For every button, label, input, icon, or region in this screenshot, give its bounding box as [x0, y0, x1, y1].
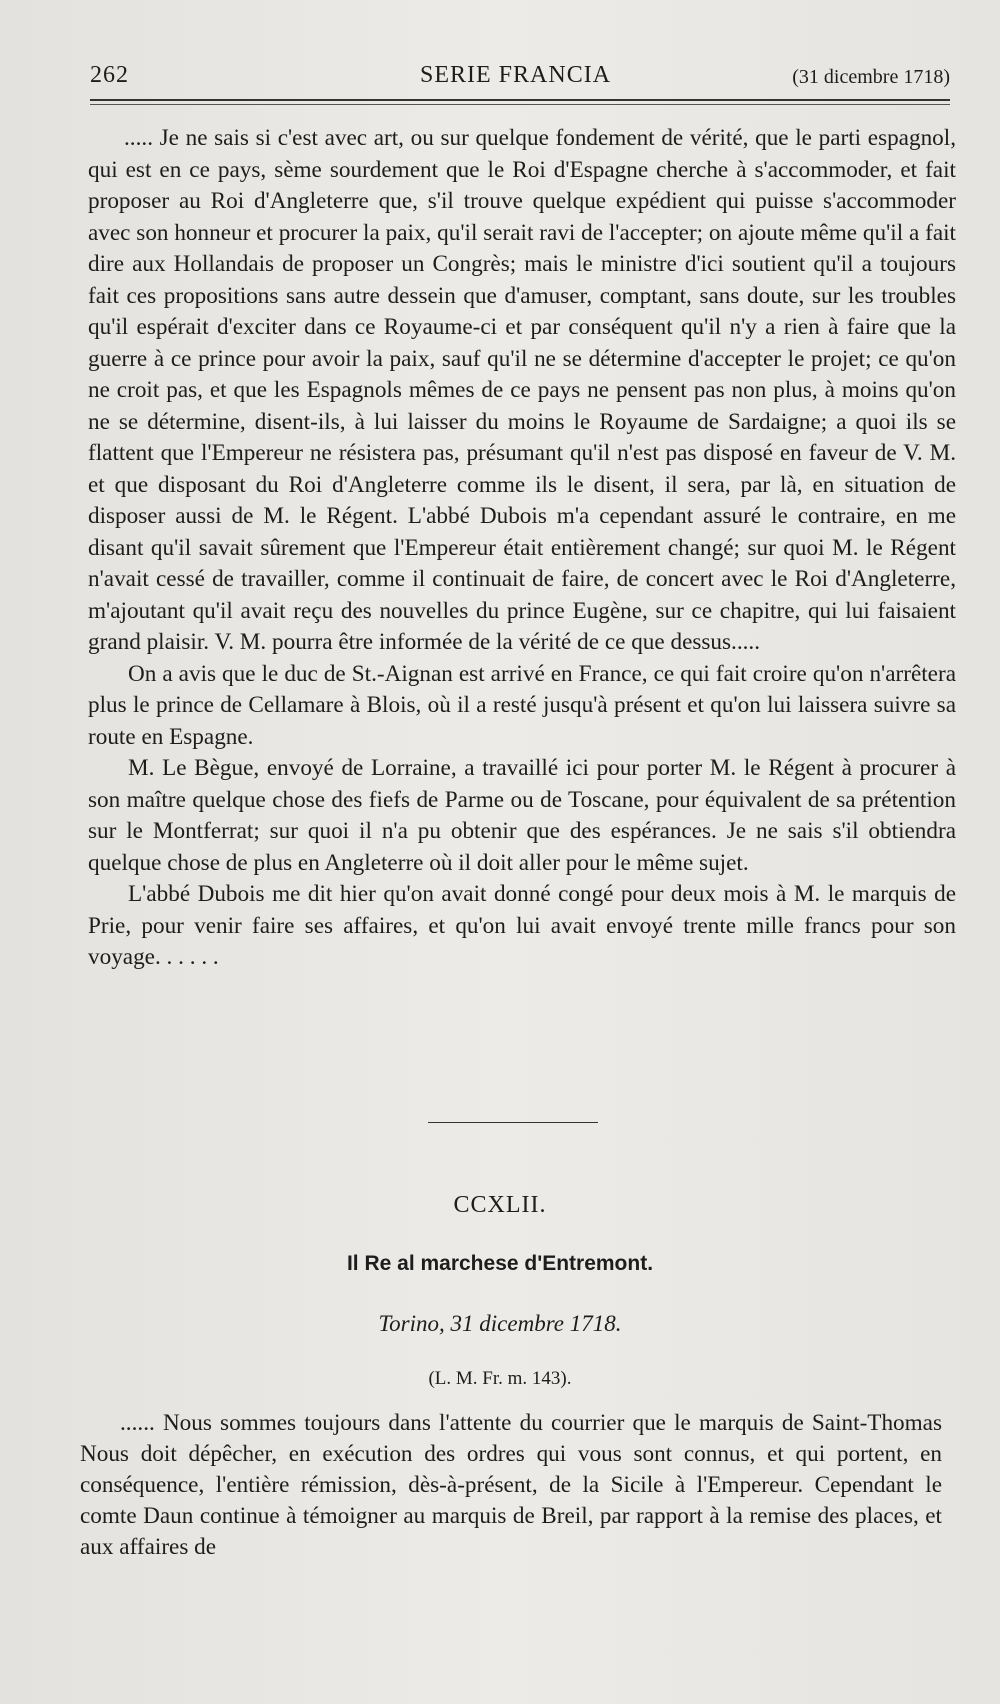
- paragraph: ...... Nous sommes toujours dans l'attente du courrier que le marquis de Saint-Thomas Nous doit dépêcher, en exécution des ordres qui vous sont connus, et qui portent, en conséquence, l'entière rémission, dès-à-présent, de la Sicile à l'Empereur. Cependant le comte Daun continue à témoigner au marquis de Breil, par rapport à la remise des places, et aux affaires de: [80, 1410, 942, 1560]
- paragraph: ..... Je ne sais si c'est avec art, ou sur quelque fondement de vérité, que le parti espagnol, qui est en ce pays, sème sourdement que le Roi d'Espagne cherche à s'accommoder, et fait proposer au Roi d'Angleterre que, s'il trouve quelque expédient qui puisse s'accommoder avec son honneur et procurer la paix, qu'il serait ravi de l'accepter; on ajoute même qu'il a fait dire aux Hollandais de proposer un Congrès; mais le ministre d'ici soutient qu'il a toujours fait ces propositions sans autre dessein que d'amuser, comptant, sans doute, sur les troubles qu'il espérait d'exciter dans ce Royaume-ci et par conséquent qu'il n'y a rien à faire que la guerre à ce prince pour avoir la paix, sauf qu'il ne se détermine d'accepter le projet; ce qu'on ne croit pas, et que les Espagnols mêmes de ce pays ne pensent pas non plus, à moins qu'on ne se détermine, disent-ils, à lui laisser du moins le Royaume de Sardaigne; a quoi ils se flattent que l'Empereur ne résistera pas, présumant qu'il n'est pas disposé en faveur de V. M. et que disposant du Roi d'Angleterre comme ils le disent, il sera, par là, en situation de disposer aussi de M. le Régent. L'abbé Dubois m'a cependant assuré le contraire, en me disant qu'il savait sûrement que l'Empereur était entièrement changé; sur quoi M. le Régent n'avait cessé de travailler, comme il continuait de faire, de concert avec le Roi d'Angleterre, m'ajoutant qu'il avait reçu des nouvelles du prince Eugène, sur ce chapitre, qui lui faisaient grand plaisir. V. M. pourra être informée de la vérité de ce que dessus.....: [88, 125, 956, 655]
- header-rule: [90, 99, 950, 101]
- page-number: 262: [90, 62, 129, 88]
- header-date: (31 dicembre 1718): [792, 66, 950, 88]
- paragraph: M. Le Bègue, envoyé de Lorraine, a travaillé ici pour porter M. le Régent à procurer à son maître quelque chose des fiefs de Parme ou de Toscane, pour équivalent de sa prétention sur le Montferrat; sur quoi il n'a pu obtenir que des espérances. Je ne sais s'il obtiendra quelque chose de plus en Angleterre où il doit aller pour le même sujet.: [88, 755, 956, 876]
- running-title: SERIE FRANCIA: [420, 62, 612, 88]
- dateline: Torino, 31 dicembre 1718.: [378, 1311, 622, 1336]
- page-header: [90, 58, 950, 98]
- letter-body-2: [80, 1408, 942, 1563]
- header-rule-thin: [90, 104, 950, 105]
- section-separator: [428, 1122, 598, 1123]
- letter-body: [88, 123, 956, 974]
- paragraph: L'abbé Dubois me dit hier qu'on avait donné congé pour deux mois à M. le marquis de Prie, pour venir faire ses affaires, et qu'on lui avait envoyé trente mille francs pour son voyage. . . . . .: [88, 881, 956, 970]
- paragraph: On a avis que le duc de St.-Aignan est arrivé en France, ce qui fait croire qu'on n'arrêtera plus le prince de Cellamare à Blois, où il a resté jusqu'à présent et qu'on lui laissera suivre sa route en Espagne.: [88, 660, 956, 750]
- document-heading: Il Re al marchese d'Entremont.: [346, 1252, 654, 1275]
- document-number: CCXLII.: [453, 1192, 547, 1218]
- source-reference: (L. M. Fr. m. 143).: [428, 1368, 572, 1389]
